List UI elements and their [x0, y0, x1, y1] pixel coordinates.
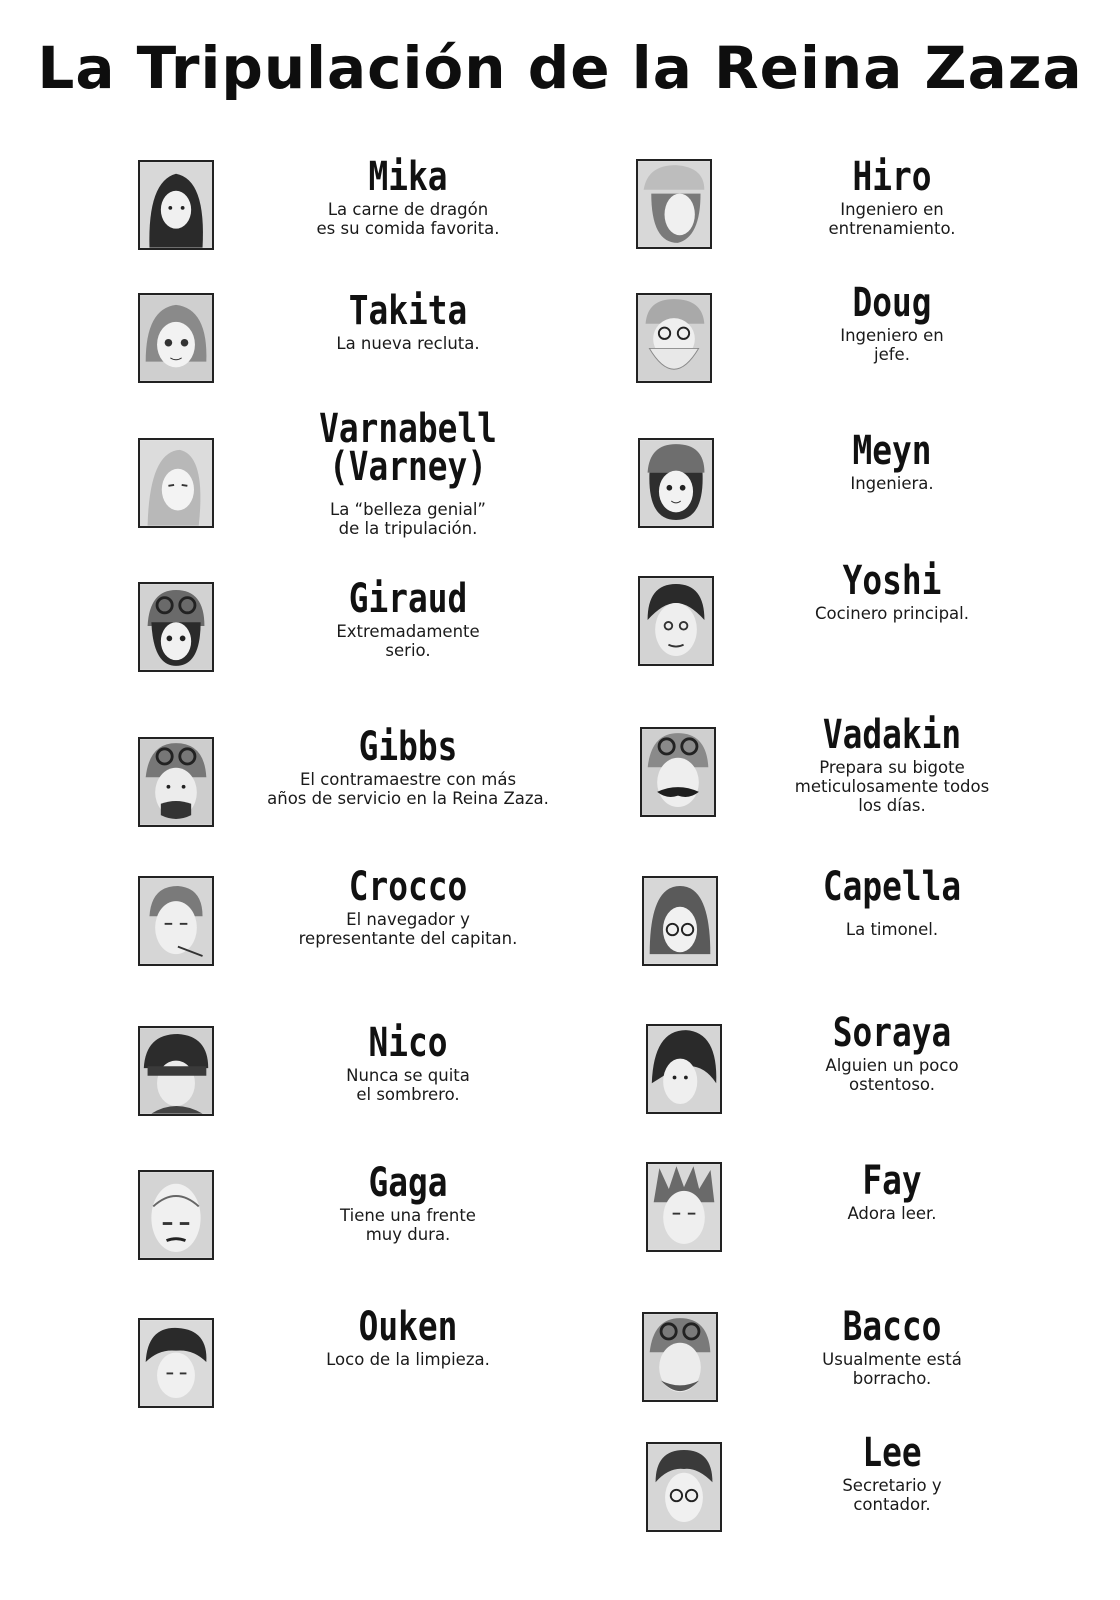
crew-name: Vadakin — [822, 712, 962, 758]
portrait-capella — [642, 876, 718, 966]
crew-info — [732, 1430, 1052, 1514]
crew-info — [248, 154, 568, 238]
crew-name: Yoshi — [842, 558, 942, 604]
crew-info — [732, 1304, 1052, 1388]
crew-description: El navegador y representante del capitan. — [298, 910, 518, 948]
crew-description: La nueva recluta. — [336, 334, 480, 353]
portrait-vadakin — [640, 727, 716, 817]
crew-description: Nunca se quita el sombrero. — [346, 1066, 470, 1104]
crew-info — [732, 280, 1052, 364]
crew-name: Ouken — [358, 1304, 458, 1350]
crew-info — [248, 1304, 568, 1369]
crew-description: Ingeniera. — [850, 474, 934, 493]
portrait-fay — [646, 1162, 722, 1252]
portrait-bacco — [642, 1312, 718, 1402]
crew-name: Takita — [348, 288, 468, 334]
crew-info — [248, 864, 568, 948]
crew-description: Ingeniero en entrenamiento. — [828, 200, 956, 238]
portrait-doug — [636, 293, 712, 383]
crew-name: Crocco — [348, 864, 468, 910]
crew-description: El contramaestre con más años de servicio en la Reina Zaza. — [267, 770, 549, 808]
crew-name: Varnabell (Varney) — [319, 406, 497, 490]
crew-name: Giraud — [348, 576, 468, 622]
crew-description: Extremadamente serio. — [336, 622, 480, 660]
crew-description: La timonel. — [845, 920, 939, 939]
crew-description: Tiene una frente muy dura. — [340, 1206, 476, 1244]
crew-description: Ingeniero en jefe. — [840, 326, 944, 364]
crew-name: Gibbs — [358, 724, 458, 770]
portrait-hiro — [636, 159, 712, 249]
portrait-soraya — [646, 1024, 722, 1114]
crew-info — [248, 288, 568, 353]
portrait-gaga — [138, 1170, 214, 1260]
crew-description: Adora leer. — [847, 1204, 937, 1223]
crew-name: Fay — [862, 1158, 922, 1204]
crew-info — [248, 576, 568, 660]
crew-info — [732, 558, 1052, 623]
crew-description: Prepara su bigote meticulosamente todos los días. — [794, 758, 990, 815]
crew-name: Gaga — [368, 1160, 448, 1206]
crew-info — [732, 864, 1052, 939]
crew-name: Bacco — [842, 1304, 942, 1350]
page-title: La Tripulación de la Reina Zaza — [37, 34, 1083, 102]
crew-name: Mika — [368, 154, 448, 200]
crew-description: La “belleza genial” de la tripulación. — [330, 500, 486, 538]
crew-description: Cocinero principal. — [814, 604, 969, 623]
crew-info — [732, 154, 1052, 238]
crew-info — [732, 1158, 1052, 1223]
portrait-crocco — [138, 876, 214, 966]
crew-info — [248, 1020, 568, 1104]
crew-description: Usualmente está borracho. — [822, 1350, 962, 1388]
portrait-meyn — [638, 438, 714, 528]
crew-name: Soraya — [832, 1010, 952, 1056]
crew-name: Hiro — [852, 154, 932, 200]
crew-name: Meyn — [852, 428, 932, 474]
crew-name: Doug — [852, 280, 932, 326]
crew-description: Loco de la limpieza. — [326, 1350, 490, 1369]
crew-info — [248, 406, 568, 538]
crew-info — [248, 724, 568, 808]
crew-info — [732, 1010, 1052, 1094]
crew-description: La carne de dragón es su comida favorita. — [316, 200, 500, 238]
portrait-giraud — [138, 582, 214, 672]
crew-name: Lee — [862, 1430, 922, 1476]
crew-description: Alguien un poco ostentoso. — [825, 1056, 959, 1094]
portrait-gibbs — [138, 737, 214, 827]
crew-info — [732, 712, 1052, 815]
crew-info — [732, 428, 1052, 493]
portrait-lee — [646, 1442, 722, 1532]
portrait-ouken — [138, 1318, 214, 1408]
portrait-yoshi — [638, 576, 714, 666]
crew-name: Nico — [368, 1020, 448, 1066]
crew-description: Secretario y contador. — [842, 1476, 942, 1514]
portrait-takita — [138, 293, 214, 383]
portrait-varnabell — [138, 438, 214, 528]
portrait-nico — [138, 1026, 214, 1116]
crew-info — [248, 1160, 568, 1244]
crew-name: Capella — [822, 864, 962, 910]
portrait-mika — [138, 160, 214, 250]
